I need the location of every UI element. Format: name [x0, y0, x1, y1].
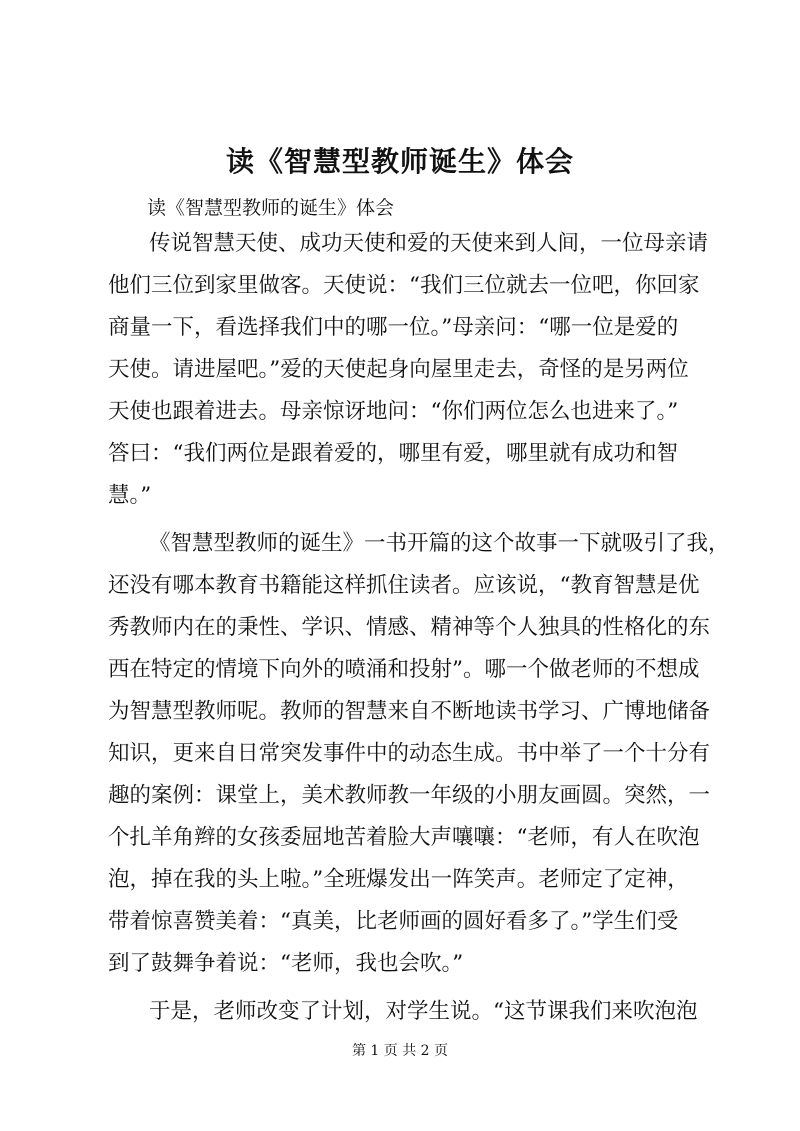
paragraph-line: 趣的案例：课堂上，美术教师教一年级的小朋友画圆。突然，一	[108, 783, 711, 808]
paragraph-line: 天使。请进屋吧。”爱的天使起身向屋里走去，奇怪的是另两位	[108, 357, 689, 382]
paragraph-line: 《智慧型教师的诞生》一书开篇的这个故事一下就吸引了我，	[149, 531, 730, 556]
paragraph-line: 带着惊喜赞美着：“真美，比老师画的圆好看多了。”学生们受	[108, 909, 679, 934]
paragraph-line: 知识，更来自日常突发事件中的动态生成。书中举了一个十分有	[108, 741, 711, 766]
paragraph-line: 泡，掉在我的头上啦。”全班爆发出一阵笑声。老师定了定神，	[108, 867, 689, 892]
document-subtitle: 读《智慧型教师的诞生》体会	[147, 197, 395, 219]
paragraph-line: 秀教师内在的秉性、学识、情感、精神等个人独具的性格化的东	[108, 615, 711, 640]
paragraph-line: 天使也跟着进去。母亲惊讶地问：“你们两位怎么也进来了。”	[108, 399, 679, 424]
document-title: 读《智慧型教师诞生》体会	[225, 145, 574, 178]
paragraph-line: 为智慧型教师呢。教师的智慧来自不断地读书学习、广博地储备	[108, 699, 711, 724]
paragraph-line: 商量一下，看选择我们中的哪一位。”母亲问：“哪一位是爱的	[108, 315, 679, 340]
paragraph-line: 传说智慧天使、成功天使和爱的天使来到人间，一位母亲请	[149, 231, 709, 256]
page-footer: 第 1 页 共 2 页	[351, 1043, 449, 1059]
paragraph-line: 到了鼓舞争着说：“老师，我也会吹。”	[108, 951, 464, 976]
paragraph-line: 还没有哪本教育书籍能这样抓住读者。应该说，“教育智慧是优	[108, 573, 700, 598]
paragraph-line: 慧。”	[108, 483, 152, 508]
paragraph-line: 于是，老师改变了计划，对学生说。“这节课我们来吹泡泡	[149, 999, 698, 1024]
paragraph-line: 他们三位到家里做客。天使说：“我们三位就去一位吧，你回家	[108, 273, 700, 298]
paragraph-line: 西在特定的情境下向外的喷涌和投射”。哪一个做老师的不想成	[108, 657, 700, 682]
paragraph-line: 个扎羊角辫的女孩委屈地苦着脸大声嚷嚷：“老师，有人在吹泡	[108, 825, 700, 850]
paragraph-line: 答曰：“我们两位是跟着爱的，哪里有爱，哪里就有成功和智	[108, 441, 678, 466]
